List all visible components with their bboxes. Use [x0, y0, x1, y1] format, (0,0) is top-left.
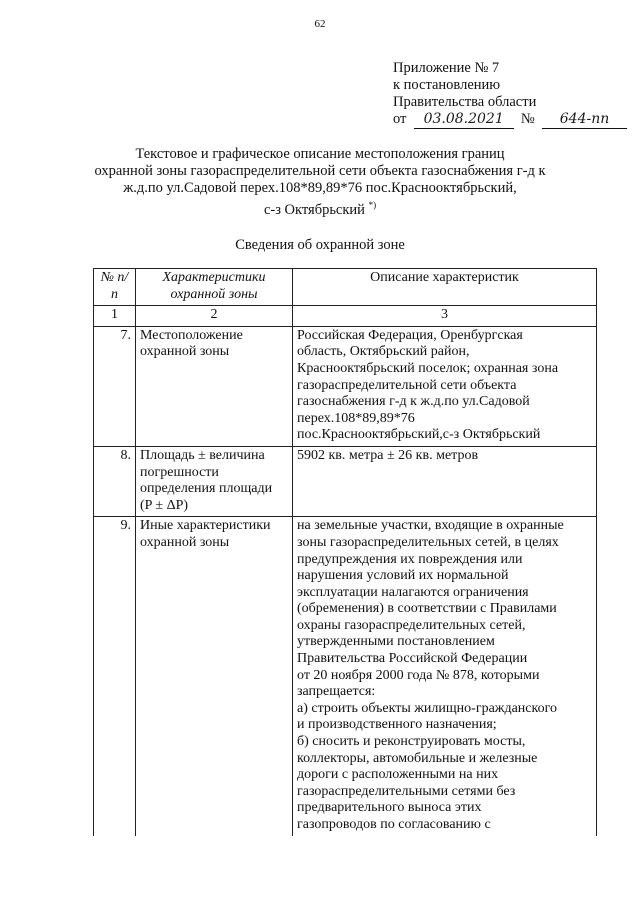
description-line: охраны газораспределительных сетей, — [297, 617, 526, 633]
description-line: коллекторы, автомобильные и железные — [297, 750, 538, 766]
description-line: перех.108*89,89*76 — [297, 410, 415, 426]
characteristic-line: определения площади — [140, 481, 273, 497]
appendix-line-3: Правительства области — [393, 94, 537, 110]
numbering-cell: 2 — [136, 306, 293, 327]
title-line-3: ж.д.по ул.Садовой перех.108*89,89*76 пос.Краснооктябрьский, — [123, 180, 517, 196]
description-line: утвержденными постановлением — [297, 634, 495, 650]
protected-zone-table — [93, 268, 597, 836]
description-line: газопроводов по согласованию с — [297, 817, 491, 832]
appendix-date-number-row — [393, 111, 627, 129]
description-line: Российская Федерация, Оренбургская — [297, 327, 523, 343]
appendix-block — [393, 60, 627, 129]
description-line: пос.Краснооктябрьский,с-з Октябрьский — [297, 427, 541, 443]
characteristic-line: Площадь ± величина — [140, 447, 265, 463]
appendix-line-1: Приложение № 7 — [393, 60, 500, 76]
description-line: а) строить объекты жилищно-гражданского — [297, 700, 557, 716]
from-label: от — [393, 111, 407, 127]
table-row — [94, 517, 597, 836]
handwritten-date: 03.08.2021 — [414, 111, 514, 129]
description-line: Правительства Российской Федерации — [297, 651, 528, 667]
row-number: 9. — [94, 517, 136, 836]
row-description — [293, 326, 597, 446]
header-number: № п/п — [94, 269, 136, 306]
description-line: предварительного выноса этих — [297, 800, 482, 816]
numbering-cell: 3 — [293, 306, 597, 327]
header-characteristics: Характеристики охранной зоны — [136, 269, 293, 306]
description-line: дороги с расположенными на них — [297, 767, 499, 783]
characteristic-line: (P ± ΔP) — [140, 497, 189, 513]
row-description — [293, 517, 597, 836]
section-title: Сведения об охранной зоне — [235, 237, 405, 253]
description-line: Краснооктябрьский поселок; охранная зона — [297, 360, 559, 376]
title-line-4-text: с-з Октябрьский — [263, 201, 365, 218]
row-number: 8. — [94, 446, 136, 516]
table-header-row — [94, 269, 597, 306]
table-row — [94, 326, 597, 446]
title-line-2: охранной зоны газораспределительной сети объекта газоснабжения г-д к — [94, 163, 546, 179]
handwritten-number: 644-пп — [542, 111, 627, 129]
page-number: 62 — [314, 18, 326, 30]
footnote-mark: *) — [368, 200, 377, 210]
title-line-1: Текстовое и графическое описание местоположения границ — [135, 146, 505, 162]
characteristic-line: охранной зоны — [140, 534, 230, 550]
description-line: на земельные участки, входящие в охранные — [297, 518, 564, 534]
description-line: область, Октябрьский район, — [297, 344, 470, 360]
description-line: (обременения) в соответствии с Правилами — [297, 601, 557, 617]
numbering-row — [94, 306, 597, 327]
description-line: газоснабжения г-д к ж.д.по ул.Садовой — [297, 394, 530, 410]
title-line-4 — [80, 197, 560, 219]
description-line: запрещается: — [297, 684, 376, 700]
description-line: и производственного назначения; — [297, 717, 497, 733]
numbering-cell: 1 — [94, 306, 136, 327]
appendix-line-2: к постановлению — [393, 77, 501, 93]
table-row — [94, 446, 597, 516]
number-label: № — [520, 111, 535, 127]
row-characteristic — [136, 446, 293, 516]
header-description: Описание характеристик — [293, 269, 597, 306]
description-line: газораспределительной сети объекта — [297, 377, 517, 393]
row-characteristic: Местоположение охранной зоны — [136, 326, 293, 446]
description-line: газораспределительными сетями без — [297, 783, 516, 799]
description-line: б) сносить и реконструировать мосты, — [297, 734, 526, 750]
description-line: нарушения условий их нормальной — [297, 568, 509, 584]
row-characteristic — [136, 517, 293, 836]
description-line: от 20 ноября 2000 года № 878, которыми — [297, 667, 540, 683]
document-title — [80, 146, 560, 219]
characteristic-line: погрешности — [140, 464, 219, 480]
description-line: эксплуатации налагаются ограничения — [297, 584, 529, 600]
description-line: зоны газораспределительных сетей, в целях — [297, 534, 559, 550]
description-line: 5902 кв. метра ± 26 кв. метров — [297, 447, 479, 463]
characteristic-line: Иные характеристики — [140, 518, 271, 534]
row-number: 7. — [94, 326, 136, 446]
description-line: предупреждения их повреждения или — [297, 551, 523, 567]
row-description — [293, 446, 597, 516]
